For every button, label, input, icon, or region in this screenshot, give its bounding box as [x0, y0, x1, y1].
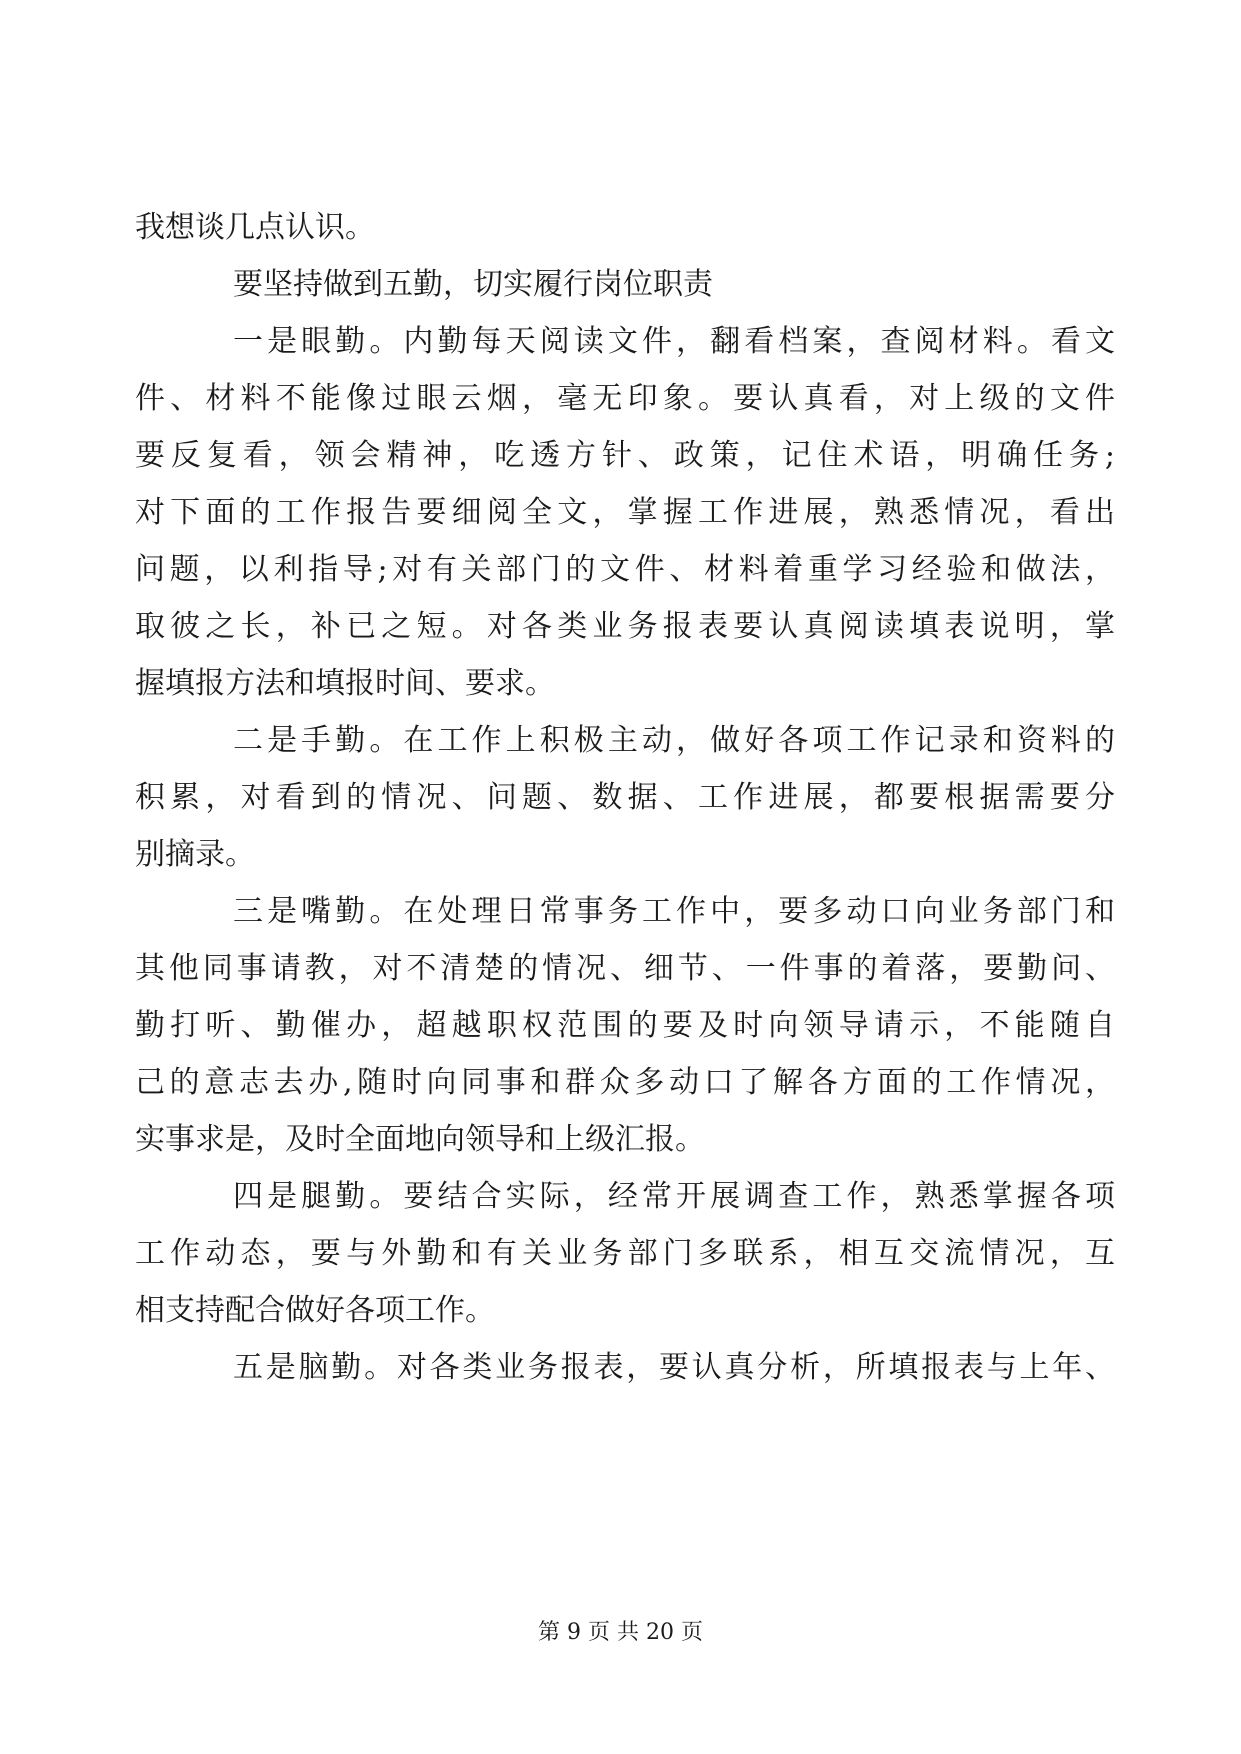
text-line: 件、材料不能像过眼云烟，毫无印象。要认真看，对上级的文件 — [135, 381, 1115, 416]
text-line: 三是嘴勤。在处理日常事务工作中，要多动口向业务部门和 — [233, 894, 1115, 929]
text-line: 问题，以利指导;对有关部门的文件、材料着重学习经验和做法， — [135, 552, 1115, 587]
text-line: 要反复看，领会精神，吃透方针、政策，记住术语，明确任务; — [135, 438, 1115, 473]
text-line: 相支持配合做好各项工作。 — [135, 1293, 495, 1328]
text-line: 一是眼勤。内勤每天阅读文件，翻看档案，查阅材料。看文 — [233, 324, 1115, 359]
text-line: 己的意志去办,随时向同事和群众多动口了解各方面的工作情况， — [135, 1065, 1115, 1100]
text-line: 工作动态，要与外勤和有关业务部门多联系，相互交流情况，互 — [135, 1236, 1115, 1271]
text-line: 我想谈几点认识。 — [135, 210, 375, 245]
text-line: 握填报方法和填报时间、要求。 — [135, 666, 555, 701]
text-line: 实事求是，及时全面地向领导和上级汇报。 — [135, 1122, 705, 1157]
text-line: 二是手勤。在工作上积极主动，做好各项工作记录和资料的 — [233, 723, 1115, 758]
text-line: 对下面的工作报告要细阅全文，掌握工作进展，熟悉情况，看出 — [135, 495, 1115, 530]
text-line: 其他同事请教，对不清楚的情况、细节、一件事的着落，要勤问、 — [135, 951, 1115, 986]
text-line: 五是脑勤。对各类业务报表，要认真分析，所填报表与上年、 — [233, 1350, 1115, 1385]
section-heading: 要坚持做到五勤，切实履行岗位职责 — [233, 267, 713, 302]
text-line: 积累，对看到的情况、问题、数据、工作进展，都要根据需要分 — [135, 780, 1115, 815]
text-line: 勤打听、勤催办，超越职权范围的要及时向领导请示，不能随自 — [135, 1008, 1115, 1043]
page-number-footer: 第 9 页 共 20 页 — [538, 1620, 703, 1645]
text-line: 取彼之长，补已之短。对各类业务报表要认真阅读填表说明，掌 — [135, 609, 1115, 644]
text-line: 四是腿勤。要结合实际，经常开展调查工作，熟悉掌握各项 — [233, 1179, 1115, 1214]
text-line: 别摘录。 — [135, 837, 255, 872]
